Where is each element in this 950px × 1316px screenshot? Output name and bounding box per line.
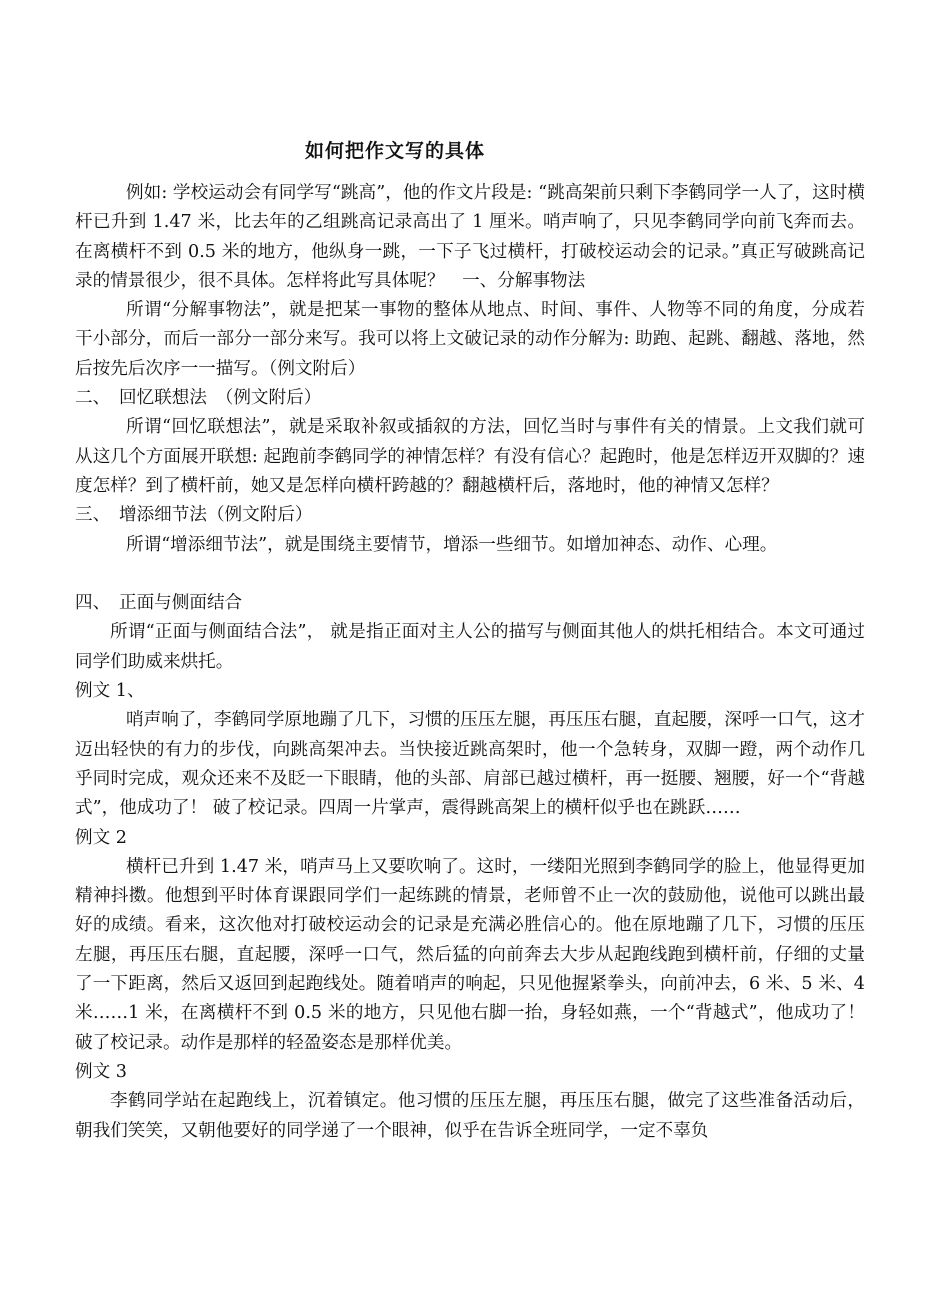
paragraph-method-3: 所谓“增添细节法”，就是围绕主要情节，增添一些细节。如增加神态、动作、心理。 (126, 534, 778, 555)
document-body (75, 179, 865, 1146)
example-2-label: 例文 2 (75, 827, 127, 848)
example-1-label: 例文 1、 (75, 681, 145, 702)
blank-line (75, 560, 865, 589)
paragraph-method-2: 所谓“回忆联想法”，就是采取补叙或插叙的方法，回忆当时与事件有关的情景。上文我们就可从这几个方面展开联想: 起跑前李鹤同学的神情怎样？有没有信心？起跑时，他是怎样迈开双脚的？速度怎样？到了横杆前，她又是怎样向横杆跨越的？翻越横杆后，落地时，他的神情又怎样？ (75, 417, 865, 496)
paragraph-method-1: 所谓“分解事物法”，就是把某一事物的整体从地点、时间、事件、人物等不同的角度，分成若干小部分，而后一部分一部分来写。我可以将上文破记录的动作分解为: 助跑、起跳、翻越、落地，然后按先后次序一一描写。（例文附后） (75, 300, 865, 379)
paragraph-intro: 例如: 学校运动会有同学写“跳高”，他的作文片段是: “跳高架前只剩下李鹤同学一人了，这时横杆已升到 1.47 米，比去年的乙组跳高记录高出了 1 厘米。哨声响了，只见李鹤同学向前飞奔而去。在离横杆不到 0.5 米的地方，他纵身一跳，一下子飞过横杆，打破校运动会的记录。”真正写破跳高记录的情景很少，很不具体。怎样将此写具体呢？ 一、分解事物法 (75, 183, 865, 291)
example-3-label: 例文 3 (75, 1061, 127, 1082)
example-1-text: 哨声响了，李鹤同学原地蹦了几下，习惯的压压左腿，再压压右腿，直起腰，深呼一口气，这才迈出轻快的有力的步伐，向跳高架冲去。当快接近跳高架时，他一个急转身，双脚一蹬，两个动作几乎同时完成，观众还来不及眨一下眼睛，他的头部、肩部已越过横杆，再一挺腰、翘腰，好一个“背越式”，他成功了！ 破了校记录。四周一片掌声，震得跳高架上的横杆似乎也在跳跃…… (75, 710, 865, 819)
heading-method-2: 二、 回忆联想法 （例文附后） (75, 388, 322, 409)
heading-method-3: 三、 增添细节法（例文附后） (75, 505, 313, 526)
heading-method-4: 四、 正面与侧面结合 (75, 593, 243, 614)
paragraph-method-4: 所谓“正面与侧面结合法”， 就是指正面对主人公的描写与侧面其他人的烘托相结合。本文可通过同学们助威来烘托。 (75, 622, 865, 672)
example-3-text: 李鹤同学站在起跑线上，沉着镇定。他习惯的压压左腿，再压压右腿，做完了这些准备活动后，朝我们笑笑，又朝他要好的同学递了一个眼神，似乎在告诉全班同学，一定不辜负 (75, 1091, 865, 1141)
document-title: 如何把作文写的具体 (304, 140, 485, 162)
example-2-text: 横杆已升到 1.47 米，哨声马上又要吹响了。这时，一缕阳光照到李鹤同学的脸上，他显得更加精神抖擞。他想到平时体育课跟同学们一起练跳的情景，老师曾不止一次的鼓励他，说他可以跳出最好的成绩。看来，这次他对打破校运动会的记录是充满必胜信心的。他在原地蹦了几下，习惯的压压左腿，再压压右腿，直起腰，深呼一口气，然后猛的向前奔去大步从起跑线跑到横杆前，仔细的丈量了一下距离，然后又返回到起跑线处。随着哨声的响起，只见他握紧拳头，向前冲去，6 米、5 米、4 米……1 米，在离横杆不到 0.5 米的地方，只见他右脚一抬，身轻如燕，一个“背越式”，他成功了！ 破了校记录。动作是那样的轻盈姿态是那样优美。 (75, 856, 865, 1053)
